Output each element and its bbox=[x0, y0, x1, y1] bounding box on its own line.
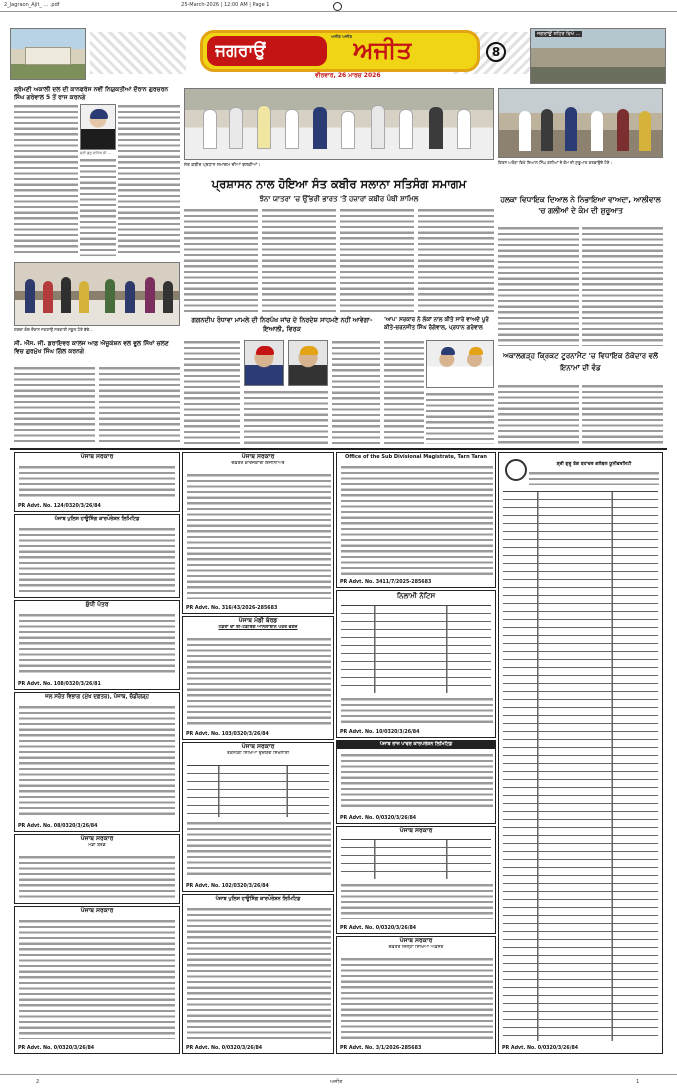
story-6-headline: ਸੀ. ਐੱਸ. ਜੀ. ਡਰਾਇਵਰ ਕਾਲਜ ਆਫ਼ ਐਜੂਕੇਸ਼ਨ ਵਲ ਵੂਲ ਸਿੱਖਾਂ ਚਲਣ ਵਿਚ ਗੁਰਮੁੱਖ ਸਿੰਘ ਗਿੱਲ ਕਰਨਗੇ bbox=[14, 340, 169, 355]
ad-5 bbox=[14, 834, 180, 904]
story-4-body-a bbox=[184, 340, 240, 444]
ad-7-head: ਪੰਜਾਬ ਸਰਕਾਰ bbox=[241, 453, 275, 460]
story-1-headline: ਸ਼੍ਰੋਮਣੀ ਅਕਾਲੀ ਦਲ ਦੀ ਕਾਨਫਰੰਸ ਨਵੀਂ ਨਿਯੁਕਤੀਆਂ ਦੌਰਾਨ ਗੁਰਚਰਨ ਸਿੰਘ ਗਰੇਵਾਲ 5 ਤੋਂ ਰਾਜ ਕਰਨਗੇ bbox=[14, 86, 169, 101]
university-seal-icon bbox=[505, 459, 527, 481]
story-6-body-a bbox=[14, 366, 95, 444]
story-5-headline: 'ਆਪ' ਸਰਕਾਰ ਨੇ ਲੋਕਾਂ ਨਾਲ ਕੀਤੇ ਸਾਰੇ ਵਾਅਦੇ ਪੂਰੇ ਕੀਤੇ-ਚਰਨਜੀਤ ਸਿੰਘ ਰੰਗੇਵਾਲ, ਪ੍ਰਧਾਨ ਗਰੇਵਾਲ bbox=[384, 317, 489, 331]
story-2-photo bbox=[184, 88, 494, 160]
story-7-headline: ਅਕਾਲਗੜ੍ਹ ਕ੍ਰਿਕਟ ਟੂਰਨਾਮੈਂਟ 'ਚ ਵਿਧਾਇਕ ਠੇਕੇਦਾਰ ਵਲੋਂ ਇਨਾਮਾਂ ਦੀ ਵੰਡ bbox=[502, 351, 659, 372]
registration-mark-icon bbox=[333, 2, 342, 11]
ad-16 bbox=[498, 452, 663, 1054]
file-name: 2_Jagraon_Ajit_ ... .pdf bbox=[4, 2, 60, 8]
story-3-photo bbox=[498, 88, 663, 158]
bottom-right-mark: 1 bbox=[636, 1079, 640, 1085]
ad-6 bbox=[14, 906, 180, 1054]
story-6-photo bbox=[14, 262, 180, 326]
masthead-banner bbox=[200, 30, 480, 72]
masthead-right-caption: ਜਗਰਾਉਂ ਸ਼ਹਿਰ ਵਿਖੇ ... bbox=[537, 31, 581, 37]
story-4-body-b bbox=[332, 340, 380, 444]
ad-13 bbox=[336, 740, 496, 824]
ad-6-head: ਪੰਜਾਬ ਸਰਕਾਰ bbox=[80, 907, 114, 914]
print-time: 25-March-2026 | 12:00 AM | Page 1 bbox=[181, 2, 270, 8]
masthead-city: ਜਗਰਾਉਂ bbox=[215, 41, 266, 61]
ad-6-ref: PR Advt. No. 0/0320/3/26/84 bbox=[18, 1046, 95, 1051]
story-4-headline: ਗਗਨਦੀਪ ਰੰਧਾਵਾ ਮਾਮਲੇ ਦੀ ਨਿਰਪੱਖ ਜਾਂਚ ਦੇ ਨਿਰਦੇਸ਼ ਸਾਹਮਣੇ ਨਹੀਂ ਆਵੇਗਾ-ਇਆਲੀ, ਵਿਰਕ bbox=[191, 316, 373, 333]
story-5-body-b bbox=[426, 392, 494, 444]
story-2-body-a bbox=[184, 208, 258, 312]
ad-5-head: ਪੰਜਾਬ ਸਰਕਾਰ bbox=[80, 835, 114, 842]
story-2-subheadline: ਝੋਨਾ ਯਾਤਰਾ 'ਚ ਉੱਭਰੀ ਭਾਰਤ 'ਤੋਂ ਹਜ਼ਾਰਾਂ ਕਬੀਰ ਪੰਥੀ ਸ਼ਾਮਿਲ bbox=[259, 195, 419, 203]
ad-15-ref: PR Advt. No. 3/1/2026-285683 bbox=[340, 1046, 422, 1051]
ad-8-head: ਪੰਜਾਬ ਮੰਡੀ ਬੋਰਡ bbox=[238, 617, 278, 624]
masthead-right-photo bbox=[530, 28, 666, 84]
story-4-photo-a bbox=[244, 340, 284, 386]
masthead-left-pattern bbox=[90, 32, 186, 74]
story-5-photo bbox=[426, 340, 494, 388]
ad-3 bbox=[14, 600, 180, 690]
ad-11 bbox=[336, 452, 496, 588]
story-3-body-b bbox=[582, 226, 663, 346]
story-1-body-a bbox=[14, 104, 78, 256]
masthead bbox=[10, 24, 667, 86]
ad-5-sub: ਮੰਡੀ ਬੋਰਡ bbox=[88, 843, 106, 848]
ad-3-head: ਸ਼ੁੱਧੀ ਪੱਤਰ bbox=[85, 601, 109, 608]
ad-15 bbox=[336, 936, 496, 1054]
ad-16-head: ਸ਼੍ਰੀ ਗੁਰੂ ਤੇਗ ਬਹਾਦਰ ਗਲੋਬਲ ਯੂਨੀਵਰਸਿਟੀ bbox=[556, 462, 632, 467]
ad-4-head: ਜਲ ਸਰੋਤ ਵਿਭਾਗ (ਮੁੱਖ ਦਫ਼ਤਰ), ਪੰਜਾਬ, ਚੰਡੀਗੜ੍ਹ bbox=[45, 694, 149, 700]
story-1-photo bbox=[80, 104, 116, 150]
ad-1-ref: PR Advt. No. 124/0320/3/26/84 bbox=[18, 504, 101, 509]
masthead-tag: ਅਜੀਤ ਅਜੀਤ bbox=[331, 34, 353, 39]
story-1-body-c bbox=[80, 158, 116, 256]
story-2-body-c bbox=[340, 208, 414, 312]
story-1-body-b bbox=[118, 104, 180, 256]
masthead-paper-name: ਅਜੀਤ bbox=[353, 36, 412, 64]
ad-11-head: Office of the Sub Divisional Magistrate, Tarn Taran bbox=[345, 454, 487, 460]
ad-9-table bbox=[187, 765, 329, 817]
ad-15-head: ਪੰਜਾਬ ਸਰਕਾਰ bbox=[399, 937, 433, 944]
ad-7-sub: ਦਫ਼ਤਰ ਕਾਰਜਕਾਰੀ ਇੰਜੀਨੀਅਰ bbox=[231, 461, 285, 466]
story-2-body-d bbox=[418, 208, 494, 312]
ad-16-ref: PR Advt. No. 0/0320/3/26/84 bbox=[502, 1046, 579, 1051]
ad-12-ref: PR Advt. No. 10/0320/3/26/84 bbox=[340, 730, 420, 735]
ad-12-head: ਨਿਲਾਮੀ ਨੋਟਿਸ bbox=[396, 592, 436, 600]
ad-1-head: ਪੰਜਾਬ ਸਰਕਾਰ bbox=[80, 453, 114, 460]
ad-14 bbox=[336, 826, 496, 934]
ad-14-head: ਪੰਜਾਬ ਸਰਕਾਰ bbox=[399, 827, 433, 834]
news-ads-divider bbox=[10, 448, 667, 450]
ad-3-ref: PR Advt. No. 108/0320/3/26/81 bbox=[18, 682, 101, 687]
ad-15-sub: ਦਫ਼ਤਰ ਜ਼ਿਲ੍ਹਾ ਸਿੱਖਿਆ ਅਫ਼ਸਰ bbox=[388, 945, 444, 950]
story-2-caption: ਸੰਤ ਕਬੀਰ ਪ੍ਰਧਾਨ ਸਮਾਗਮ ਦੀਆਂ ਝਲਕੀਆਂ। bbox=[184, 163, 261, 168]
ad-10 bbox=[182, 894, 334, 1054]
story-4-body-c bbox=[244, 390, 328, 444]
ad-13-head: ਪੰਜਾਬ ਰਾਜ ਪਾਵਰ ਕਾਰਪੋਰੇਸ਼ਨ ਲਿਮਿਟਿਡ bbox=[337, 741, 495, 749]
story-3-headline: ਹਲਕਾ ਵਿਧਾਇਕ ਦਿਆਲ ਨੇ ਨਿਭਾਇਆ ਵਾਅਦਾ, ਆਲੀਵਾਲ 'ਚ ਗਲੀਆਂ ਦੇ ਕੰਮ ਦੀ ਸ਼ੁਰੂਆਤ bbox=[500, 195, 661, 215]
story-6-body-b bbox=[99, 366, 180, 444]
story-2-body-b bbox=[262, 208, 336, 312]
ad-9-head: ਪੰਜਾਬ ਸਰਕਾਰ bbox=[241, 743, 275, 750]
ad-2 bbox=[14, 514, 180, 598]
ad-1 bbox=[14, 452, 180, 512]
masthead-left-photo bbox=[10, 28, 86, 80]
ad-4 bbox=[14, 692, 180, 832]
ad-9-sub: ਤਕਨੀਕੀ ਸਿੱਖਿਆ ਉਦਯੋਗ ਸਿਖਲਾਈ bbox=[226, 751, 290, 756]
ad-9-ref: PR Advt. No. 102/0320/3/26/84 bbox=[186, 884, 269, 889]
page-number-badge: 8 bbox=[486, 42, 506, 62]
ad-12 bbox=[336, 590, 496, 738]
ad-8-sub: ਟੈਂਡਰਾਂ ਦਾ ਈ-ਟੈਂਡਰਿੰਗ ਆਨਲਾਈਨ ਪੱਤਰ ਵਣਜ bbox=[218, 625, 298, 630]
ad-12-table bbox=[341, 605, 491, 693]
ad-14-ref: PR Advt. No. 0/0320/3/26/84 bbox=[340, 926, 417, 931]
ad-10-ref: PR Advt. No. 0/0320/3/26/84 bbox=[186, 1046, 263, 1051]
ad-8 bbox=[182, 616, 334, 740]
ad-9 bbox=[182, 742, 334, 892]
ad-7 bbox=[182, 452, 334, 614]
masthead-date: ਵੀਰਵਾਰ, 26 ਮਾਰਚ 2026 bbox=[315, 72, 381, 79]
ad-11-ref: PR Advt. No. 3411/7/2025-285683 bbox=[340, 580, 432, 585]
story-3-caption: ਕਿਰਨ ਅਰੋੜਾ ਵਿਖੇ ਦਿਆਲ ਸਿੰਘ ਗਲੀਆਂ ਦੇ ਕੰਮ ਦੀ ਸ਼ੁਰੂਆਤ ਕਰਵਾਉਂਦੇ ਹੋਏ। bbox=[498, 160, 613, 165]
ad-7-ref: PR Advt. No. 316/43/2026-285683 bbox=[186, 606, 278, 611]
story-6-caption: ਗਰਚਾ ਕੋਚ ਦੌਰਾਨ ਜਗਰਾਉਂ ਸਰਕਾਰੀ ਸਕੂਲ ਹੋਏ ਬੱਚੇ... bbox=[14, 327, 94, 332]
story-4-photo-b bbox=[288, 340, 328, 386]
bottom-center-mark: ਅਜੀਤ bbox=[330, 1079, 343, 1085]
ad-14-table bbox=[341, 839, 491, 879]
ad-10-head: ਪੰਜਾਬ ਪੁਲਿਸ ਹਾਊਸਿੰਗ ਕਾਰਪੋਰੇਸ਼ਨ ਲਿਮਿਟਿਡ bbox=[215, 896, 301, 902]
story-5-body-a bbox=[384, 340, 424, 444]
ad-16-table bbox=[503, 491, 658, 1041]
story-7-body-b bbox=[582, 384, 663, 444]
story-7-body-a bbox=[498, 384, 579, 444]
story-2-headline: ਪ੍ਰਸ਼ਾਸਨ ਨਾਲ ਹੋਇਆ ਸੰਤ ਕਬੀਰ ਸਲਾਨਾ ਸਤਿਸੰਗ ਸਮਾਗਮ bbox=[211, 177, 467, 191]
bottom-strip bbox=[0, 1074, 677, 1089]
ad-4-ref: PR Advt. No. 08/0320/3/26/84 bbox=[18, 824, 98, 829]
ad-2-head: ਪੰਜਾਬ ਪੁਲਿਸ ਹਾਊਸਿੰਗ ਕਾਰਪੋਰੇਸ਼ਨ ਲਿਮਿਟਿਡ bbox=[54, 516, 140, 522]
ad-13-ref: PR Advt. No. 0/0320/3/26/84 bbox=[340, 816, 417, 821]
ad-8-ref: PR Advt. No. 103/0320/3/26/84 bbox=[186, 732, 269, 737]
story-1-caption: ਸ੍ਰੀ ਗੁਰੂ ਸਾਹਿਬ ਜੀ ... bbox=[80, 151, 111, 155]
bottom-left-mark: 2 bbox=[36, 1079, 40, 1085]
story-3-body-a bbox=[498, 226, 579, 346]
